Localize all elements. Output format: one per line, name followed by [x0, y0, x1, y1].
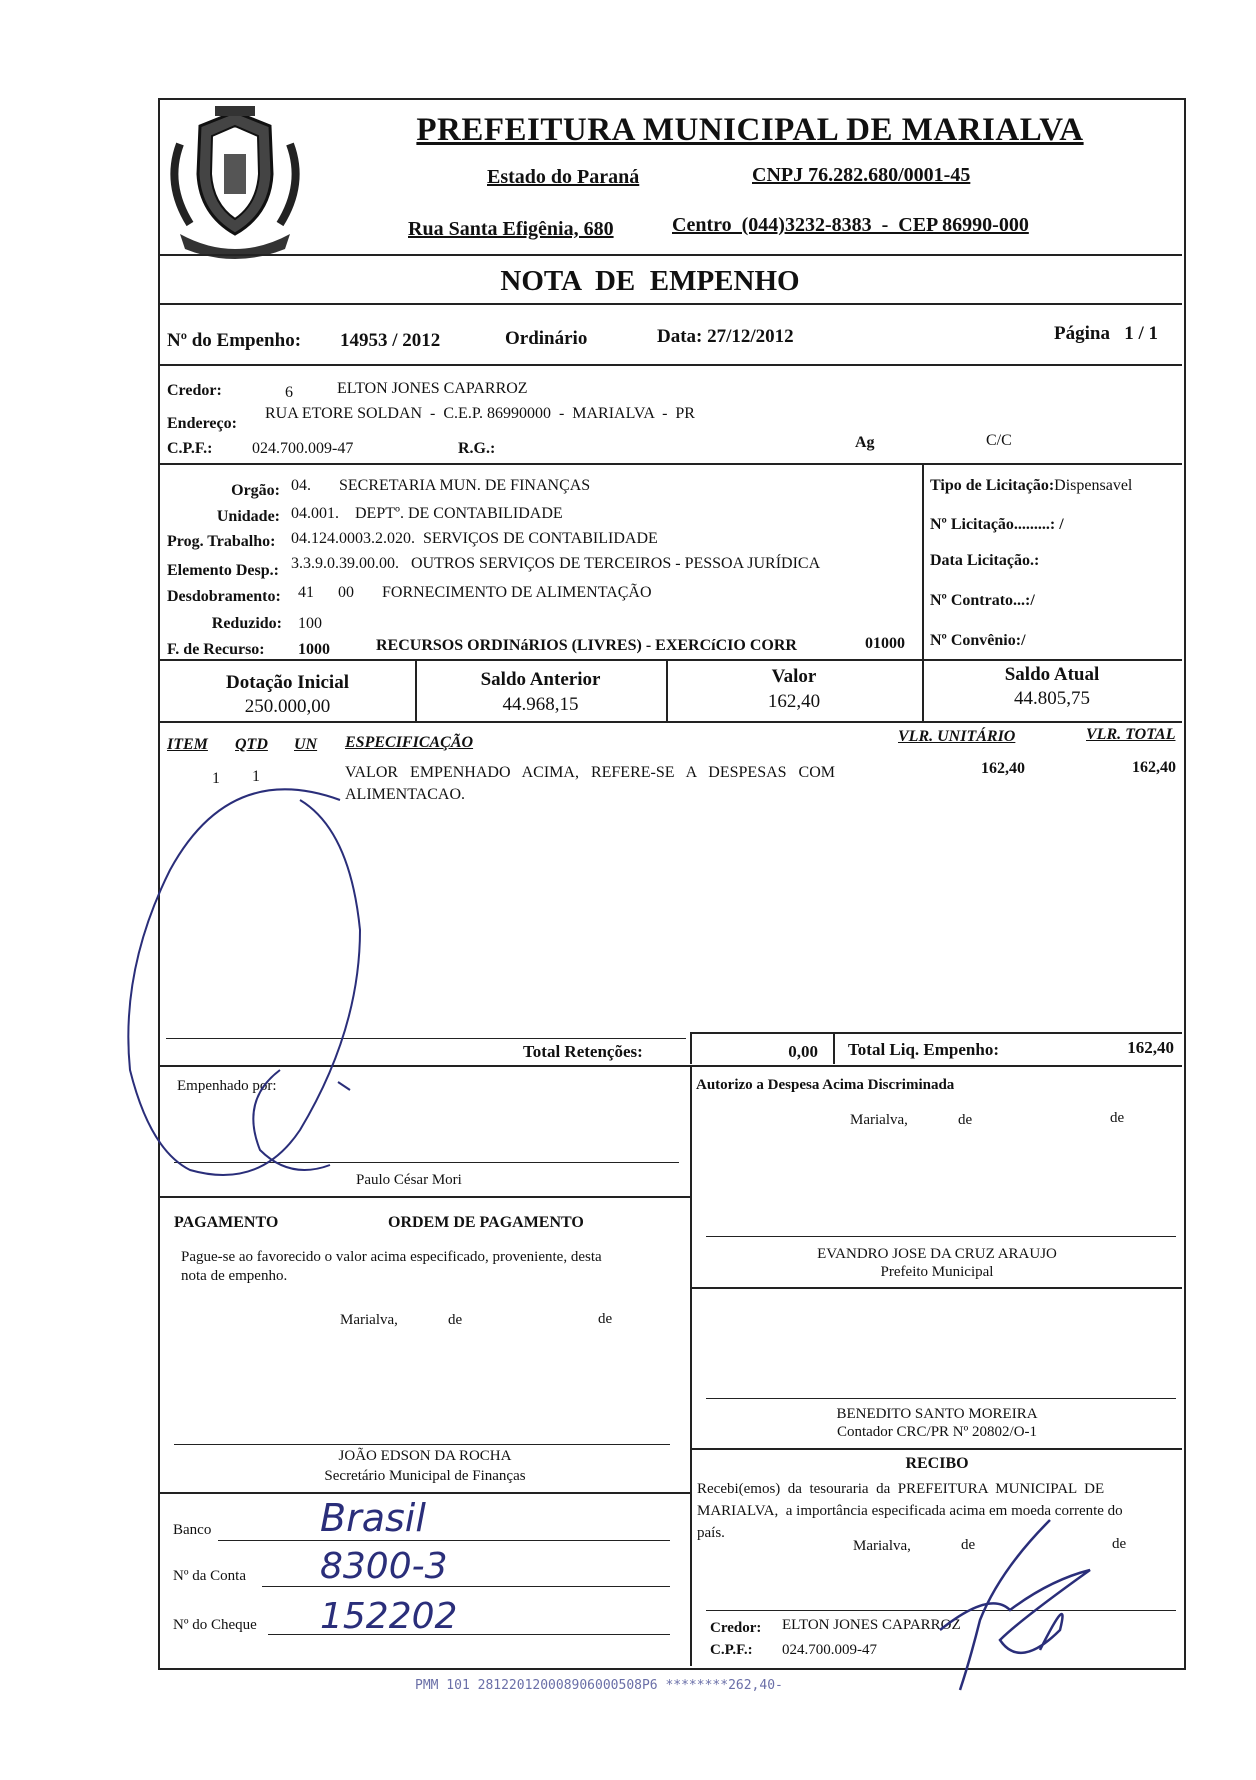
unidade-value: 04.001. DEPTº. DE CONTABILIDADE: [291, 505, 563, 522]
footer-code: PMM 101 281220120008906000508P6 ********262,40-: [415, 1678, 783, 1693]
empenho-page: Página 1 / 1: [1054, 323, 1158, 344]
secretario-name: JOÃO EDSON DA ROCHA: [338, 1448, 512, 1464]
licitacao-data: Data Licitação.:: [930, 552, 1040, 569]
reduzido-label: Reduzido:: [211, 615, 282, 632]
items-header-un: UN: [294, 736, 318, 753]
credor-cpf: 024.700.009-47: [252, 440, 354, 457]
ordem-label: ORDEM DE PAGAMENTO: [388, 1214, 584, 1231]
divider: [690, 1448, 1182, 1450]
cheque-label: Nº do Cheque: [173, 1617, 257, 1633]
recibo-credor-label: Credor:: [710, 1620, 762, 1636]
empenho-date: Data: 27/12/2012: [657, 326, 794, 347]
credor-ag-label: Ag: [855, 434, 875, 451]
autorizo-label: Autorizo a Despesa Acima Discriminada: [696, 1077, 955, 1093]
credor-address-label: Endereço:: [167, 415, 237, 432]
divider: [690, 1032, 692, 1064]
signature-line: [706, 1398, 1176, 1399]
pagamento-text2: nota de empenho.: [181, 1268, 288, 1284]
saldo-anterior-value: 44.968,15: [502, 694, 579, 715]
recibo-de2: de: [1112, 1536, 1127, 1552]
prog-value: 04.124.0003.2.020. SERVIÇOS DE CONTABILIDADE: [291, 530, 658, 547]
total-retencoes-label: Total Retenções:: [523, 1042, 643, 1061]
recibo-de1: de: [961, 1537, 976, 1553]
items-header-item: ITEM: [167, 736, 208, 753]
prog-label: Prog. Trabalho:: [167, 533, 276, 550]
divider: [158, 463, 1182, 465]
recibo-cpf-label: C.P.F.:: [710, 1642, 753, 1658]
item-number: 1: [212, 770, 220, 787]
recibo-text1: Recebi(emos) da tesouraria da PREFEITURA MUNICIPAL DE: [697, 1481, 1105, 1497]
handwritten-signature-empenhado: [110, 770, 430, 1190]
autorizo-de1: de: [958, 1112, 973, 1128]
autorizo-city: Marialva,: [850, 1112, 908, 1128]
recibo-cpf: 024.700.009-47: [782, 1642, 877, 1658]
divider: [690, 1287, 1182, 1289]
recurso-label: F. de Recurso:: [167, 641, 265, 658]
banco-line: [218, 1540, 670, 1541]
unidade-label: Unidade:: [216, 508, 280, 525]
recibo-city: Marialva,: [853, 1538, 911, 1554]
recurso-num: 01000: [865, 635, 905, 652]
saldo-atual-value: 44.805,75: [1014, 688, 1090, 709]
coat-of-arms: [160, 104, 310, 262]
header-state: Estado do Paraná: [487, 166, 640, 188]
recibo-credor-name: ELTON JONES CAPARROZ: [782, 1617, 961, 1633]
autorizo-de2: de: [1110, 1110, 1125, 1126]
divider: [158, 659, 1182, 661]
item-unit-value: 162,40: [981, 760, 1025, 777]
saldo-atual-label: Saldo Atual: [1004, 664, 1100, 685]
items-header-qtd: QTD: [235, 736, 268, 753]
divider: [690, 1032, 1182, 1034]
items-header-unit: VLR. UNITÁRIO: [898, 728, 1016, 745]
pagamento-text1: Pague-se ao favorecido o valor acima especificado, proveniente, desta: [181, 1249, 602, 1265]
divider: [158, 364, 1182, 366]
empenho-number-label: Nº do Empenho:: [167, 330, 302, 351]
saldo-anterior-label: Saldo Anterior: [480, 669, 601, 690]
pagamento-de2: de: [598, 1311, 613, 1327]
licitacao-contrato: Nº Contrato...:/: [930, 592, 1035, 609]
credor-cpf-label: C.P.F.:: [167, 440, 213, 457]
credor-name: ELTON JONES CAPARROZ: [337, 380, 528, 397]
total-retencoes-value: 0,00: [788, 1042, 818, 1061]
credor-code: 6: [285, 384, 293, 401]
item-qtd: 1: [252, 768, 260, 785]
header-address: Rua Santa Efigênia, 680: [408, 218, 614, 240]
dotacao-inicial-label: Dotação Inicial: [226, 672, 349, 693]
header-title: PREFEITURA MUNICIPAL DE MARIALVA: [416, 112, 1084, 148]
total-liquido-value: 162,40: [1127, 1038, 1174, 1057]
conta-value: 8300-3: [320, 1546, 448, 1587]
credor-cc-label: C/C: [986, 432, 1012, 449]
contador-name: BENEDITO SANTO MOREIRA: [836, 1406, 1038, 1422]
credor-rg-label: R.G.:: [458, 440, 496, 457]
licitacao-convenio: Nº Convênio:/: [930, 632, 1026, 649]
signature-line: [174, 1444, 670, 1445]
orgao-value: 04. SECRETARIA MUN. DE FINANÇAS: [291, 477, 591, 494]
signature-line: [706, 1236, 1176, 1237]
desdob-value: 41 00 FORNECIMENTO DE ALIMENTAÇÃO: [298, 584, 652, 601]
recibo-label: RECIBO: [905, 1455, 969, 1472]
empenho-number: 14953 / 2012: [340, 330, 441, 351]
valor-value: 162,40: [767, 691, 821, 712]
banco-value: Brasil: [320, 1496, 426, 1540]
header-address-rest: Centro (044)3232-8383 - CEP 86990-000: [672, 214, 1029, 236]
recurso-code: 1000: [298, 641, 330, 658]
credor-label: Credor:: [167, 382, 222, 399]
divider: [158, 1492, 690, 1494]
licitacao-numero: Nº Licitação.........: /: [930, 516, 1064, 533]
item-total-value: 162,40: [1132, 759, 1176, 776]
empenho-type: Ordinário: [505, 328, 588, 349]
banco-label: Banco: [173, 1522, 212, 1538]
prefeito-name: EVANDRO JOSE DA CRUZ ARAUJO: [817, 1246, 1057, 1262]
prefeito-role: Prefeito Municipal: [880, 1264, 994, 1280]
divider: [690, 1065, 692, 1666]
pagamento-label: PAGAMENTO: [174, 1214, 279, 1231]
conta-label: Nº da Conta: [173, 1568, 246, 1584]
divider: [158, 303, 1182, 305]
dotacao-inicial-value: 250.000,00: [244, 696, 331, 717]
empenhado-label: Empenhado por:: [177, 1078, 277, 1094]
recurso-desc: RECURSOS ORDINáRIOS (LIVRES) - EXERCíCIO CORR: [376, 637, 797, 654]
pagamento-city: Marialva,: [340, 1312, 398, 1328]
licitacao-tipo: Tipo de Licitação:Dispensavel: [930, 477, 1133, 494]
empenhado-name: Paulo César Mori: [356, 1172, 462, 1188]
item-spec-line1: VALOR EMPENHADO ACIMA, REFERE-SE A DESPESAS COM: [345, 764, 835, 781]
divider: [158, 721, 1182, 723]
cheque-value: 152202: [320, 1596, 458, 1637]
reduzido-value: 100: [298, 615, 322, 632]
valor-label: Valor: [771, 666, 817, 687]
recibo-text3: país.: [697, 1525, 725, 1541]
elemento-label: Elemento Desp.:: [167, 562, 279, 579]
handwritten-signature-recibo: [900, 1510, 1130, 1700]
item-spec-line2: ALIMENTACAO.: [345, 786, 466, 803]
recibo-text2: MARIALVA, a importância especificada acima em moeda corrente do: [697, 1503, 1123, 1519]
divider: [158, 1196, 690, 1198]
secretario-role: Secretário Municipal de Finanças: [324, 1468, 526, 1484]
doc-title: NOTA DE EMPENHO: [500, 265, 800, 297]
pagamento-de1: de: [448, 1312, 463, 1328]
header-cnpj: CNPJ 76.282.680/0001-45: [752, 164, 971, 186]
items-header-total: VLR. TOTAL: [1086, 726, 1176, 743]
desdob-label: Desdobramento:: [167, 588, 281, 605]
contador-role: Contador CRC/PR Nº 20802/O-1: [836, 1424, 1038, 1440]
elemento-value: 3.3.9.0.39.00.00. OUTROS SERVIÇOS DE TERCEIROS - PESSOA JURÍDICA: [291, 555, 821, 572]
items-header-spec: ESPECIFICAÇÃO: [345, 734, 474, 751]
credor-address: RUA ETORE SOLDAN - C.E.P. 86990000 - MARIALVA - PR: [265, 405, 695, 422]
divider: [158, 254, 1182, 256]
divider: [833, 1032, 835, 1064]
total-liquido-label: Total Liq. Empenho:: [848, 1040, 999, 1059]
orgao-label: Orgão:: [231, 482, 280, 499]
